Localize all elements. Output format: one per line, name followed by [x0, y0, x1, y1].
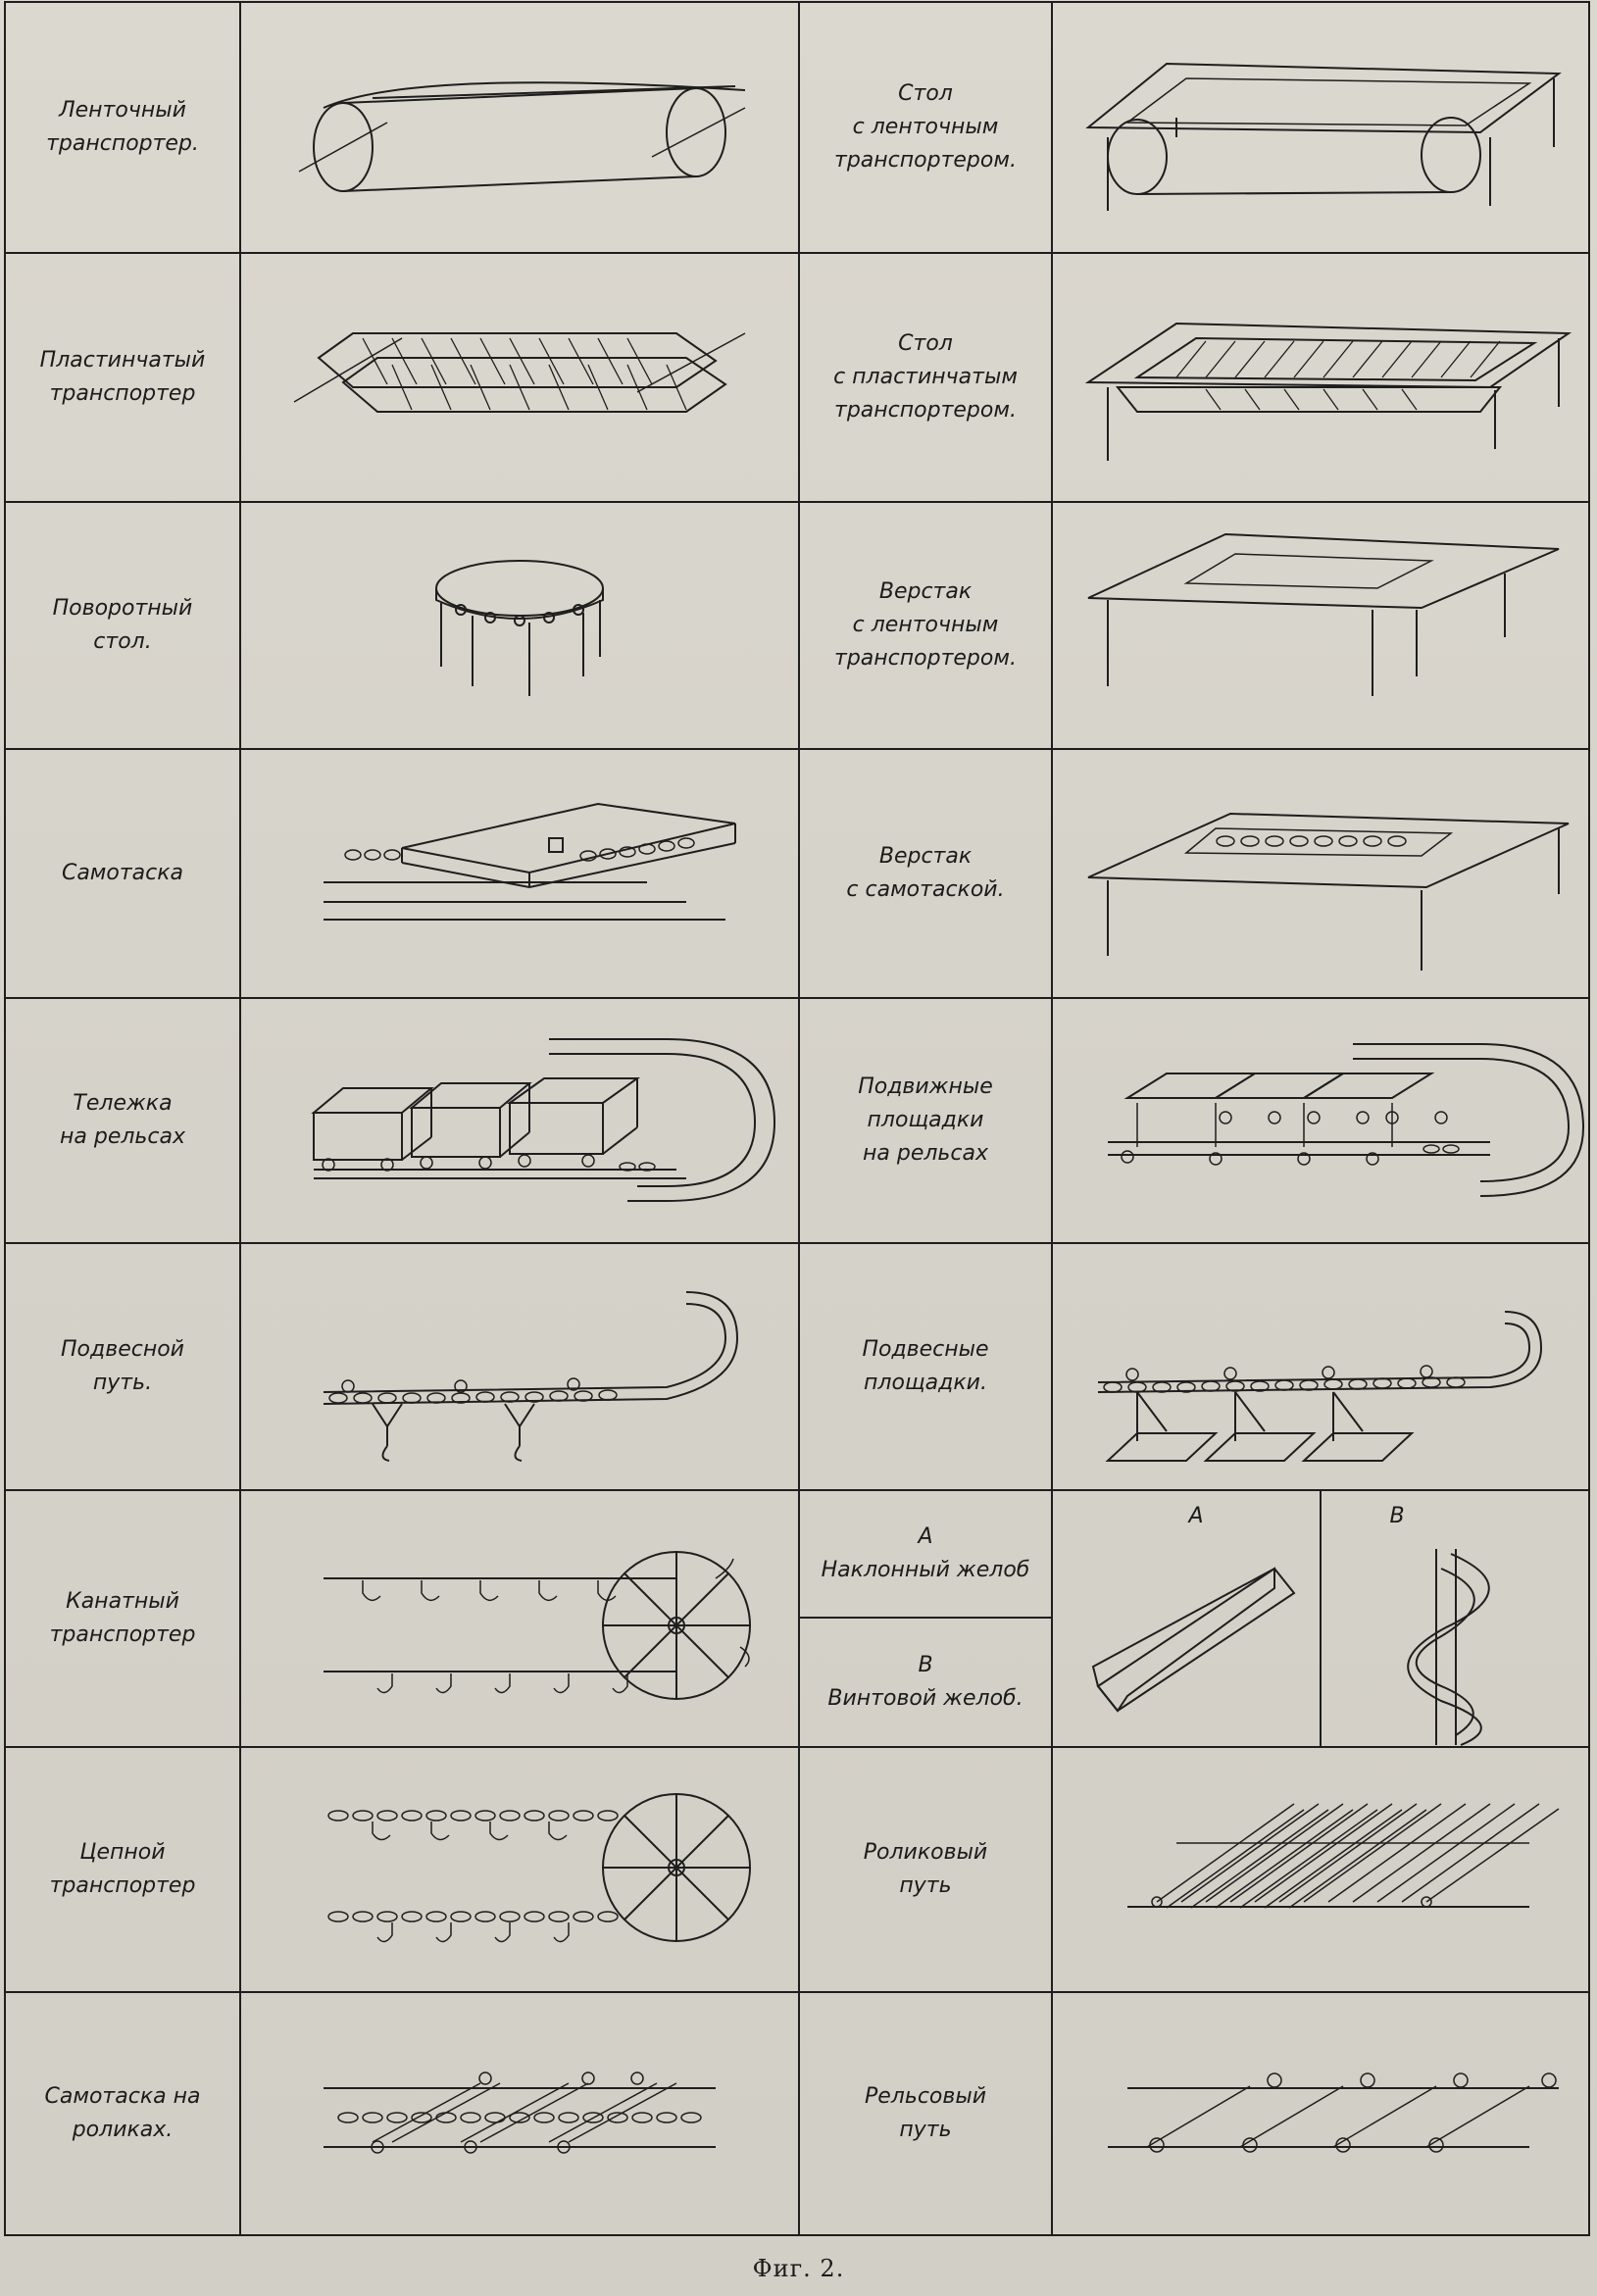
label-drag-rollers: [5, 1992, 240, 2235]
label-workbench-drag: [799, 749, 1052, 998]
label-belt-table: [799, 2, 1052, 253]
label-line: транспортером.: [834, 148, 1017, 173]
label-line: площадки.: [864, 1371, 987, 1395]
label-line: транспортер.: [46, 131, 199, 156]
overhead-track-drawing: [324, 1292, 737, 1461]
label-line: B: [918, 1653, 933, 1677]
label-line: Подвесной: [61, 1337, 184, 1362]
label-line: с ленточным: [852, 613, 999, 637]
label-line: транспортером.: [834, 646, 1017, 671]
label-line: Поворотный: [52, 596, 193, 621]
label-slat-conveyor: [5, 253, 240, 502]
drag-rollers-drawing: [324, 2072, 716, 2153]
label-line: с пластинчатым: [833, 365, 1018, 389]
movable-platforms-drawing: [1108, 1044, 1583, 1196]
label-trolley: [5, 998, 240, 1243]
inclined-chute-drawing: [1093, 1569, 1294, 1711]
spiral-chute-drawing: [1408, 1549, 1489, 1745]
suspended-platforms-drawing: [1098, 1312, 1541, 1461]
label-line: транспортер: [49, 1873, 196, 1898]
label-line: Наклонный желоб: [821, 1558, 1030, 1582]
rope-conveyor-drawing: [324, 1552, 750, 1699]
label-slat-table: [799, 253, 1052, 502]
label-line: Подвесные: [862, 1337, 989, 1362]
belt-conveyor-drawing: [299, 82, 745, 191]
drag-conveyor-drawing: [324, 804, 735, 920]
chute-mark-b: B: [1389, 1504, 1405, 1528]
label-line: путь: [899, 1873, 952, 1898]
label-rope-conveyor: [5, 1490, 240, 1747]
label-line: транспортер: [49, 1622, 196, 1647]
label-line: Стол: [898, 81, 953, 106]
label-line: с ленточным: [852, 115, 999, 139]
label-line: Рельсовый: [864, 2084, 987, 2109]
slat-table-drawing: [1088, 324, 1569, 461]
label-overhead-track: [5, 1243, 240, 1490]
label-line: Стол: [898, 331, 953, 356]
label-suspended-platforms: [799, 1243, 1052, 1490]
label-movable-platforms: [799, 998, 1052, 1243]
belt-table-drawing: [1088, 64, 1559, 211]
label-line: Верстак: [878, 844, 973, 869]
label-line: Цепной: [79, 1840, 166, 1865]
label-line: стол.: [93, 629, 152, 654]
label-spiral-chute: [799, 1618, 1052, 1747]
label-inclined-chute: [799, 1490, 1052, 1618]
label-line: площадки: [867, 1108, 984, 1132]
figure-caption: Фиг. 2.: [752, 2255, 845, 2282]
label-line: с самотаской.: [846, 877, 1005, 902]
label-rail-track: [799, 1992, 1052, 2235]
label-drag-conveyor: [5, 749, 240, 998]
rail-track-drawing: [1108, 2073, 1559, 2152]
label-line: Верстак: [878, 579, 973, 604]
trolley-drawing: [314, 1039, 774, 1201]
label-belt-conveyor: [5, 2, 240, 253]
label-line: путь: [899, 2118, 952, 2142]
label-line: Самотаска на: [44, 2084, 201, 2109]
label-line: Самотаска: [61, 861, 184, 885]
label-roller-track: [799, 1747, 1052, 1992]
slat-conveyor-drawing: [294, 333, 745, 412]
rotary-table-drawing: [436, 561, 603, 696]
label-line: Подвижные: [858, 1074, 993, 1099]
label-line: A: [918, 1524, 933, 1549]
chain-conveyor-drawing: [328, 1794, 750, 1942]
label-rotary-table: [5, 502, 240, 749]
label-line: на рельсах: [60, 1124, 185, 1149]
label-line: Канатный: [66, 1589, 179, 1614]
label-line: транспортером.: [834, 398, 1017, 423]
label-workbench-belt: [799, 502, 1052, 749]
roller-track-drawing: [1127, 1804, 1559, 1908]
workbench-belt-drawing: [1088, 534, 1559, 696]
label-line: Пластинчатый: [39, 348, 206, 373]
label-line: Роликовый: [863, 1840, 988, 1865]
label-line: роликах.: [72, 2118, 174, 2142]
label-line: путь.: [92, 1371, 153, 1395]
label-chain-conveyor: [5, 1747, 240, 1992]
chute-mark-a: A: [1188, 1504, 1204, 1528]
workbench-drag-drawing: [1088, 814, 1569, 971]
label-line: на рельсах: [863, 1141, 988, 1166]
label-line: транспортер: [49, 381, 196, 406]
label-line: Тележка: [73, 1091, 173, 1116]
label-line: Ленточный: [59, 98, 186, 123]
label-line: Винтовой желоб.: [827, 1686, 1023, 1711]
